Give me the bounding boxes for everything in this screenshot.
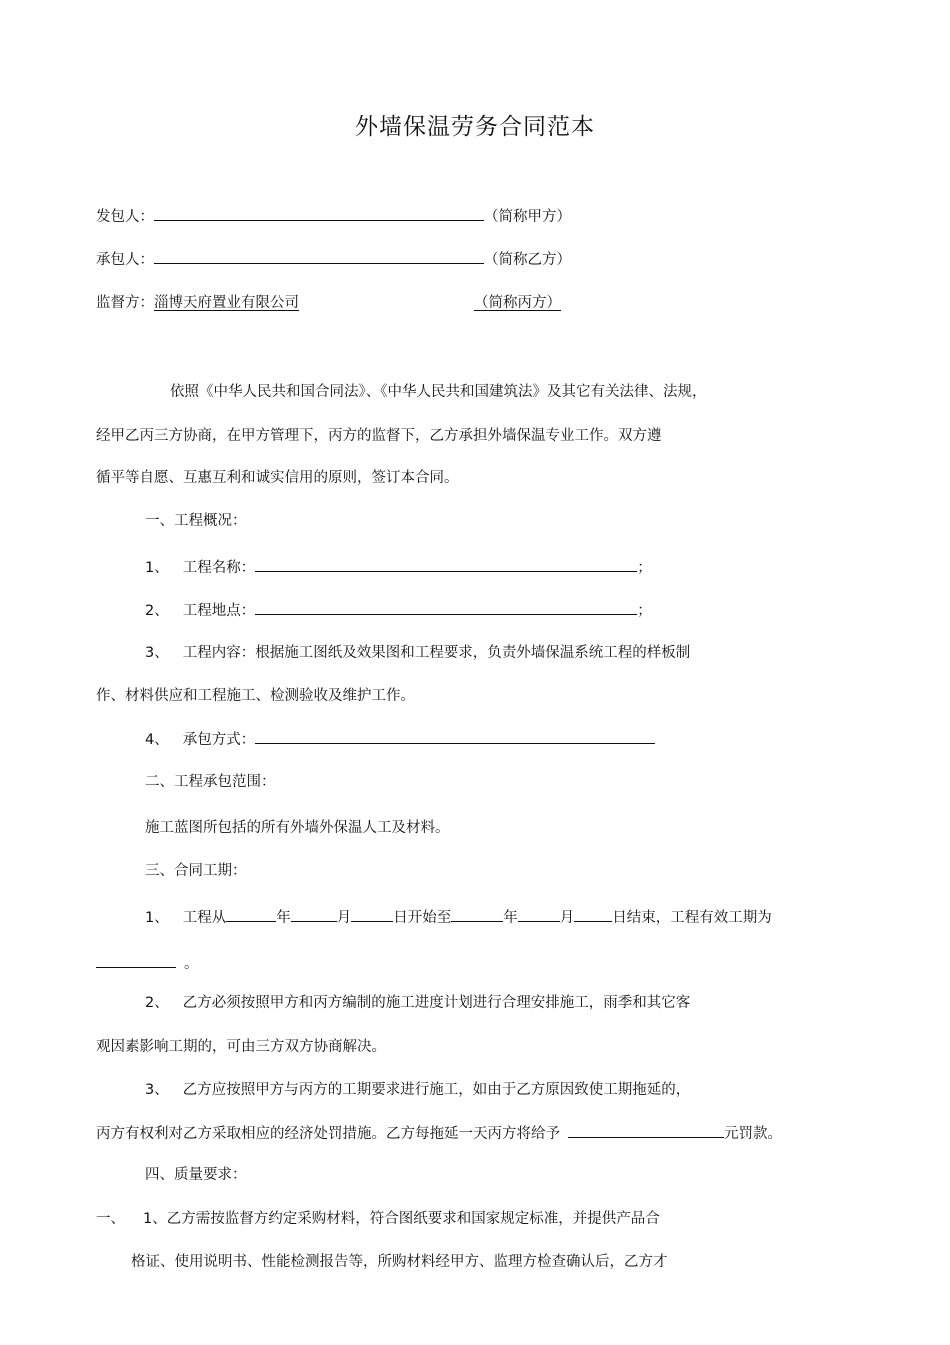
subcontractor-line — [96, 249, 571, 270]
contractor-blank — [154, 206, 484, 221]
preamble-line-2: 经甲乙丙三方协商，在甲方管理下，丙方的监督下，乙方承担外墙保温专业工作。双方遵 — [96, 428, 662, 444]
quality-line: 一、 1、乙方需按监督方约定采购材料，符合图纸要求和国家规定标准，并提供产品合 — [96, 1211, 660, 1227]
project-location-line: 2、 工程地点： ； — [145, 600, 652, 621]
subcontractor-label: 承包人： — [96, 252, 154, 268]
project-name-label: 工程名称： — [182, 560, 256, 576]
contractor-label: 发包人： — [96, 209, 154, 225]
effective-duration-blank — [96, 953, 176, 968]
delay-line: 3、 乙方应按照甲方与丙方的工期要求进行施工，如由于乙方原因致使工期拖延的， — [145, 1082, 691, 1098]
subcontractor-suffix: （简称乙方） — [484, 252, 571, 268]
subcontractor-blank — [154, 249, 484, 264]
supervisor-line — [96, 293, 561, 313]
contract-method-label: 承包方式： — [182, 732, 256, 748]
start-year-blank — [226, 907, 276, 922]
section-4-heading: 四、质量要求： — [145, 1167, 247, 1183]
start-month-blank — [291, 907, 337, 922]
end-month-blank — [518, 907, 560, 922]
end-year-blank — [451, 907, 503, 922]
penalty-amount-blank — [568, 1123, 724, 1138]
contract-method-line: 4、 承包方式： — [145, 729, 655, 750]
project-content-cont: 作、材料供应和工程施工、检测验收及维护工作。 — [96, 688, 415, 704]
preamble-line-1: 依照《中华人民共和国合同法》、《中华人民共和国建筑法》及其它有关法律、法规， — [170, 384, 707, 400]
section-2-heading: 二、工程承包范围： — [145, 774, 276, 790]
project-name-blank — [255, 557, 637, 572]
section-3-heading: 三、合同工期： — [145, 863, 247, 879]
delay-cont: 丙方有权利对乙方采取相应的经济处罚措施。乙方每拖延一天丙方将给予 元罚款。 — [96, 1123, 782, 1144]
end-day-blank — [574, 907, 612, 922]
contractor-line — [96, 206, 571, 227]
section-1-heading: 一、工程概况： — [145, 513, 247, 529]
supervisor-name: 淄博天府置业有限公司 （简称丙方） — [154, 295, 561, 311]
start-day-blank — [351, 907, 393, 922]
schedule-line: 2、 乙方必须按照甲方和丙方编制的施工进度计划进行合理安排施工，雨季和其它客 — [145, 995, 691, 1011]
contract-method-blank — [255, 729, 655, 744]
section-2-text: 施工蓝图所包括的所有外墙外保温人工及材料。 — [145, 820, 450, 836]
document-title: 外墙保温劳务合同范本 — [355, 114, 595, 140]
duration-cont: 。 — [96, 953, 199, 974]
project-name-line: 1、 工程名称： ； — [145, 557, 652, 578]
project-location-blank — [255, 600, 637, 615]
project-content-line: 3、 工程内容：根据施工图纸及效果图和工程要求，负责外墙保温系统工程的样板制 — [145, 645, 691, 661]
preamble-line-3: 循平等自愿、互惠互利和诚实信用的原则，签订本合同。 — [96, 470, 459, 486]
quality-cont: 格证、使用说明书、性能检测报告等，所购材料经甲方、监理方检查确认后，乙方才 — [131, 1254, 668, 1270]
project-location-label: 工程地点： — [182, 603, 256, 619]
schedule-cont: 观因素影响工期的，可由三方双方协商解决。 — [96, 1039, 386, 1055]
duration-line: 1、 工程从 年 月 日开始至 年 月 日结束，工程有效工期为 — [145, 907, 772, 928]
contractor-suffix: （简称甲方） — [484, 209, 571, 225]
supervisor-label: 监督方： — [96, 295, 154, 311]
